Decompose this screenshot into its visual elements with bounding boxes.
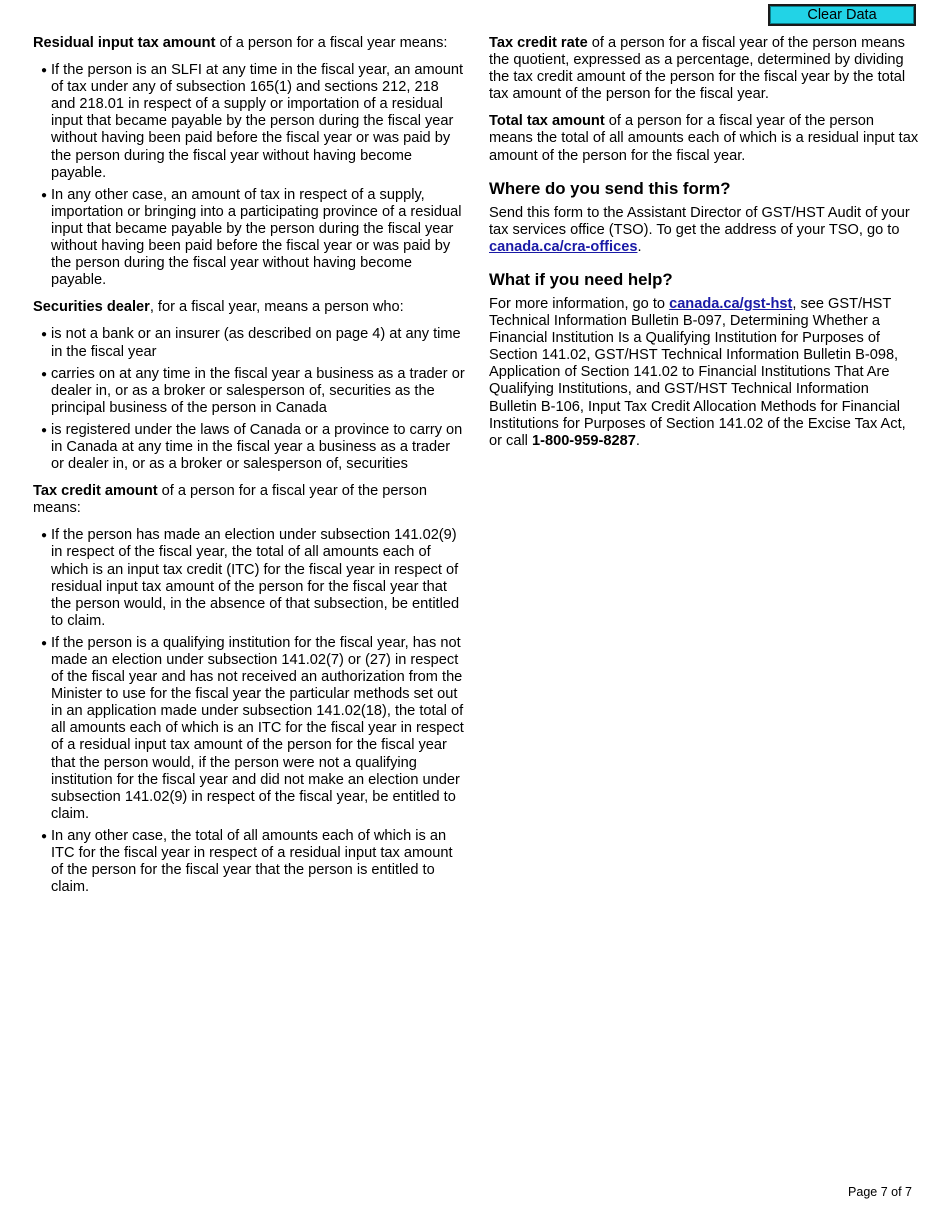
list-item-text: is registered under the laws of Canada or a province to carry on in Canada at any time in the fiscal year a business as a trader or dealer in, or as a broker or salesperson of, securities xyxy=(51,421,463,473)
tax-credit-rate-definition xyxy=(489,35,919,103)
right-column xyxy=(489,35,919,460)
send-form-heading: Where do you send this form? xyxy=(489,178,731,198)
securities-bullet-list xyxy=(33,326,465,473)
clear-data-button[interactable]: Clear Data xyxy=(768,4,916,26)
left-column xyxy=(33,35,465,906)
residual-bullet-list xyxy=(33,62,465,289)
securities-definition xyxy=(33,299,465,316)
list-item xyxy=(33,366,465,417)
bullet-icon: ● xyxy=(41,189,48,201)
list-item-text: In any other case, the total of all amounts each of which is an ITC for the fiscal year in respect of a residual input tax amount of the person for the fiscal year that the person is entitled to claim. xyxy=(51,827,453,896)
help-text-after: . xyxy=(635,432,640,449)
page-number: Page 7 of 7 xyxy=(848,1185,912,1199)
help-text xyxy=(489,296,919,450)
bullet-icon: ● xyxy=(41,830,48,842)
help-phone: 1-800-959-8287 xyxy=(531,432,636,449)
residual-intro: of a person for a fiscal year means: xyxy=(215,35,448,51)
tax-credit-rate-text: of a person for a fiscal year of the person means the quotient, expressed as a percentage, determined by dividing the tax credit amount of the person for the fiscal year by the total tax amount of the person for the fiscal year. xyxy=(489,35,906,103)
bullet-icon: ● xyxy=(41,424,48,436)
list-item-text: carries on at any time in the fiscal year a business as a trader or dealer in, or as a broker or salesperson of, securities as the principal business of the person in Canada xyxy=(51,365,465,416)
list-item xyxy=(33,828,465,896)
tax-credit-amount-term: Tax credit amount xyxy=(33,483,158,500)
list-item-text: If the person is a qualifying institution for the fiscal year, has not made an election under subsection 141.02(7) or (27) in respect of the fiscal year and has not received an authorization from the Minister to use for the fiscal year the particular methods set out in an application made under subsection 141.02(18), the total of all amounts each of which is an ITC for the fiscal year in respect of a residual input tax amount of the person for the fiscal year that the person would, if the person were not a qualifying institution for the fiscal year and did not make an election under subsection 141.02(9) in respect of the fiscal year, be entitled to claim. xyxy=(51,634,464,822)
bullet-icon: ● xyxy=(41,65,48,77)
total-tax-amount-term: Total tax amount xyxy=(489,113,605,130)
list-item xyxy=(33,62,465,182)
residual-definition xyxy=(33,35,465,52)
tax-credit-amount-definition xyxy=(33,483,465,517)
total-tax-amount-definition xyxy=(489,113,919,164)
residual-term: Residual input tax amount xyxy=(33,35,216,51)
list-item-text: is not a bank or an insurer (as described on page 4) at any time in the fiscal year xyxy=(51,326,461,360)
list-item xyxy=(33,527,465,630)
list-item-text: If the person has made an election under subsection 141.02(9) in respect of the fiscal year, the total of all amounts each of which is an input tax credit (ITC) for the fiscal year in respect of residual input tax amount of the person for the fiscal year that the person would, in the absence of that subsection, be entitled to claim. xyxy=(51,527,460,629)
list-item xyxy=(33,326,465,360)
list-item-text: If the person is an SLFI at any time in the fiscal year, an amount of tax under any of subsection 165(1) and sections 212, 218 and 218.01 in respect of a supply or importation of a residual input that became payable by the person during the fiscal year without having been paid before the fiscal year or was paid by the person during the fiscal year without having become payable. xyxy=(51,62,464,181)
help-text-middle: , see GST/HST Technical Information Bulletin B-097, Determining Whether a Financial Institution Is a Qualifying Institution for Purposes of Section 141.02, GST/HST Technical Information Bulletin B-098, Application of Section 141.02 to Financial Institutions That Are Qualifying Institutions, and GST/HST Technical Information Bulletin B-106, Input Tax Credit Allocation Methods for Financial Institutions for Purposes of Section 141.02 of the Excise Tax Act, or call xyxy=(489,295,906,449)
bullet-icon: ● xyxy=(41,637,48,649)
total-tax-amount-text: of a person for a fiscal year of the person means the total of all amounts each of which is a residual input tax amount of the person for the fiscal year. xyxy=(489,113,919,164)
securities-term: Securities dealer xyxy=(33,299,150,316)
list-item-text: In any other case, an amount of tax in respect of a supply, importation or bringing into a participating province of a residual input that became payable by the person during the fiscal year without having been paid before the fiscal year or was paid by the person during the fiscal year without having become payable. xyxy=(51,186,462,289)
bullet-icon: ● xyxy=(41,530,48,542)
help-heading: What if you need help? xyxy=(489,269,673,289)
tax-credit-rate-term: Tax credit rate xyxy=(489,35,588,51)
send-text-before: Send this form to the Assistant Director of GST/HST Audit of your tax services office (TSO). To get the address of your TSO, go to xyxy=(489,204,910,238)
tax-credit-amount-bullet-list xyxy=(33,527,465,896)
tax-credit-amount-intro: of a person for a fiscal year of the person means: xyxy=(33,483,427,517)
cra-offices-link[interactable]: canada.ca/cra-offices xyxy=(489,238,638,255)
send-form-text xyxy=(489,205,919,256)
send-text-after: . xyxy=(637,238,642,255)
bullet-icon: ● xyxy=(41,329,48,341)
help-text-before: For more information, go to xyxy=(489,295,670,312)
bullet-icon: ● xyxy=(41,368,48,380)
securities-intro: , for a fiscal year, means a person who: xyxy=(149,299,404,316)
list-item xyxy=(33,422,465,473)
list-item xyxy=(33,187,465,290)
gst-hst-link[interactable]: canada.ca/gst-hst xyxy=(669,295,793,312)
list-item xyxy=(33,635,465,823)
